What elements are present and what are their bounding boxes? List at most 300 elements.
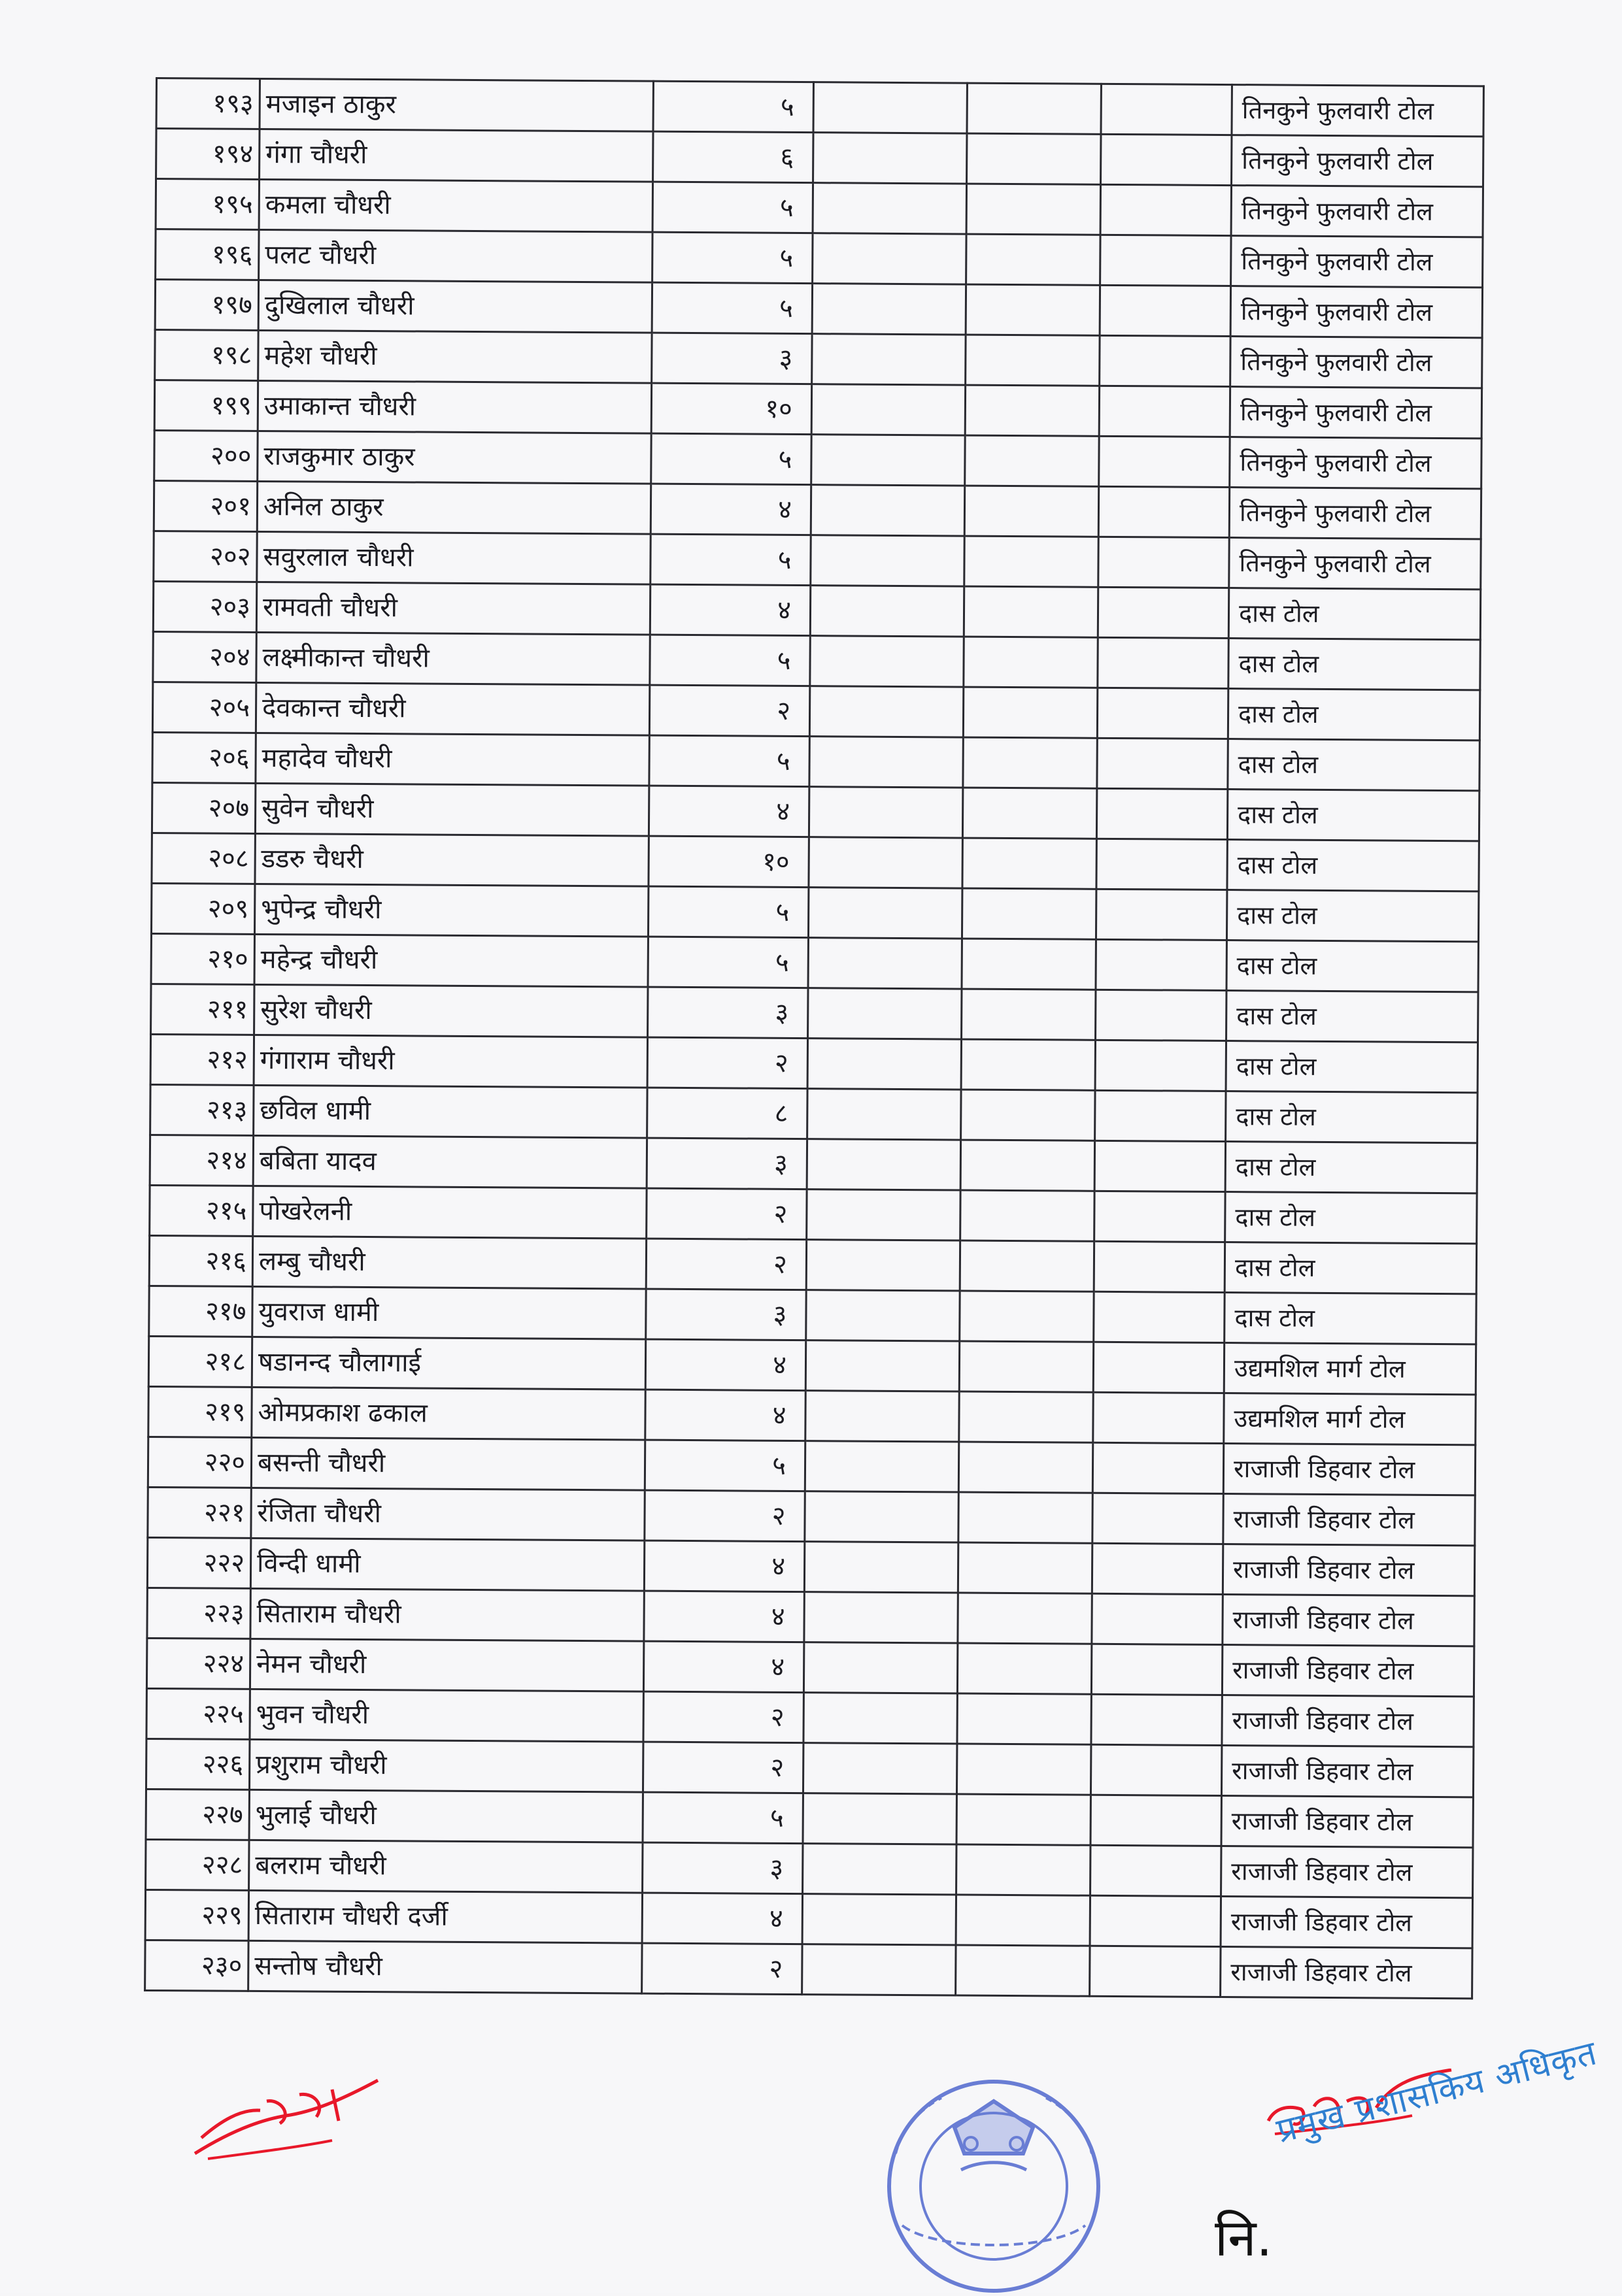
blank-cell-1 xyxy=(807,1089,961,1140)
table-row xyxy=(146,1839,1473,1897)
name-cell: पोखरेलनी xyxy=(253,1186,647,1239)
serial-number-cell: १९८ xyxy=(155,330,258,381)
blank-cell-3 xyxy=(1100,184,1231,235)
serial-number-cell: २२१ xyxy=(148,1487,251,1538)
officer-title-stamp: प्रमुख प्रशासकिय अधिकृत xyxy=(1272,2033,1601,2151)
name-cell: प्रशुराम चौधरी xyxy=(249,1739,643,1792)
members-count-cell: ४ xyxy=(644,1540,804,1591)
beneficiary-register xyxy=(144,77,1483,1988)
tole-cell: राजाजी डिहवार टोल xyxy=(1222,1695,1474,1747)
blank-cell-2 xyxy=(958,1492,1092,1543)
blank-cell-2 xyxy=(965,435,1099,486)
members-count-cell: २ xyxy=(647,1188,807,1239)
blank-cell-2 xyxy=(957,1693,1091,1744)
name-cell: नेमन चौधरी xyxy=(250,1639,643,1691)
blank-cell-3 xyxy=(1090,1744,1221,1795)
blank-cell-3 xyxy=(1090,1895,1221,1946)
blank-cell-2 xyxy=(961,1039,1095,1090)
blank-cell-1 xyxy=(810,636,964,687)
name-cell: महेन्द्र चौधरी xyxy=(254,934,648,987)
blank-cell-3 xyxy=(1098,486,1229,537)
blank-cell-3 xyxy=(1092,1543,1223,1594)
tole-cell: दास टोल xyxy=(1225,1192,1477,1244)
members-count-cell: २ xyxy=(645,1490,805,1541)
serial-number-cell: २२२ xyxy=(147,1537,250,1588)
name-cell: सिताराम चौधरी दर्जी xyxy=(248,1890,642,1943)
members-count-cell: २ xyxy=(647,1037,807,1088)
name-cell: अनिल ठाकुर xyxy=(257,481,650,534)
blank-cell-2 xyxy=(962,838,1096,889)
table-row xyxy=(155,330,1482,388)
serial-number-cell: २०९ xyxy=(151,883,254,934)
name-cell: सुरेश चौधरी xyxy=(254,984,648,1037)
blank-cell-3 xyxy=(1099,386,1230,437)
blank-cell-2 xyxy=(962,888,1096,939)
blank-cell-2 xyxy=(960,1240,1094,1291)
blank-cell-2 xyxy=(965,385,1099,436)
serial-number-cell: २१६ xyxy=(149,1235,252,1286)
blank-cell-2 xyxy=(958,1542,1092,1593)
blank-cell-3 xyxy=(1096,889,1226,940)
name-cell: ओमप्रकाश ढकाल xyxy=(252,1387,645,1440)
blank-cell-2 xyxy=(960,1291,1094,1342)
members-count-cell: ५ xyxy=(643,1792,803,1843)
tole-cell: राजाजी डिहवार टोल xyxy=(1222,1645,1474,1697)
members-count-cell: ३ xyxy=(646,1289,806,1340)
blank-cell-2 xyxy=(957,1643,1091,1694)
serial-number-cell: २२८ xyxy=(146,1839,249,1890)
serial-number-cell: २१३ xyxy=(150,1084,254,1135)
table-row xyxy=(150,1185,1477,1243)
members-count-cell: ४ xyxy=(650,584,810,635)
members-count-cell: ५ xyxy=(652,182,813,233)
blank-cell-1 xyxy=(803,1642,957,1693)
tole-cell: तिनकुने फुलवारी टोल xyxy=(1229,538,1481,590)
members-count-cell: ३ xyxy=(647,1138,807,1189)
serial-number-cell: २०० xyxy=(154,430,258,481)
blank-cell-2 xyxy=(964,637,1098,688)
blank-cell-1 xyxy=(807,1039,961,1090)
serial-number-cell: १९९ xyxy=(154,380,258,431)
blank-cell-1 xyxy=(811,384,965,435)
blank-cell-3 xyxy=(1090,1946,1221,1997)
tole-cell: दास टोल xyxy=(1228,588,1480,640)
members-count-cell: ५ xyxy=(652,232,813,283)
blank-cell-3 xyxy=(1091,1694,1222,1745)
blank-cell-2 xyxy=(962,788,1096,839)
table-row xyxy=(152,682,1479,740)
table-row xyxy=(154,430,1481,488)
blank-cell-3 xyxy=(1096,839,1227,890)
tole-cell: राजाजी डिहवार टोल xyxy=(1223,1595,1474,1646)
members-count-cell: ५ xyxy=(645,1440,805,1491)
serial-number-cell: २३० xyxy=(145,1940,248,1991)
name-cell: छविल धामी xyxy=(254,1085,647,1138)
table-row xyxy=(152,732,1479,790)
blank-cell-2 xyxy=(956,1844,1090,1895)
table-row xyxy=(146,1739,1473,1797)
table-row xyxy=(146,1789,1473,1847)
blank-cell-2 xyxy=(959,1341,1093,1392)
blank-cell-3 xyxy=(1090,1795,1221,1846)
name-cell: बसन्ती चौधरी xyxy=(251,1437,645,1490)
serial-number-cell: २२४ xyxy=(146,1638,250,1689)
tole-cell: राजाजी डिहवार टोल xyxy=(1221,1897,1472,1948)
tole-cell: दास टोल xyxy=(1227,840,1479,891)
table-row xyxy=(153,631,1480,690)
blank-cell-1 xyxy=(806,1240,960,1291)
blank-cell-3 xyxy=(1092,1593,1223,1644)
members-count-cell: २ xyxy=(646,1239,806,1289)
blank-cell-1 xyxy=(808,988,962,1039)
name-cell: गंगाराम चौधरी xyxy=(254,1035,647,1088)
blank-cell-2 xyxy=(963,687,1097,738)
tole-cell: उद्यमशिल मार्ग टोल xyxy=(1224,1393,1476,1445)
table-row xyxy=(155,280,1482,338)
members-count-cell: ५ xyxy=(650,534,811,585)
serial-number-cell: २१२ xyxy=(150,1034,254,1085)
blank-cell-3 xyxy=(1098,587,1228,638)
blank-cell-1 xyxy=(805,1491,958,1542)
members-count-cell: ८ xyxy=(647,1088,807,1139)
blank-cell-1 xyxy=(803,1693,957,1744)
tole-cell: तिनकुने फुलवारी टोल xyxy=(1231,186,1483,237)
seal-emblem-icon xyxy=(856,2055,1131,2293)
name-cell: षडानन्द चौलागाई xyxy=(252,1337,645,1389)
members-count-cell: ४ xyxy=(650,484,811,535)
tole-cell: राजाजी डिहवार टोल xyxy=(1223,1444,1475,1495)
name-cell: महेश चौधरी xyxy=(258,330,652,383)
blank-cell-3 xyxy=(1098,637,1228,688)
blank-cell-2 xyxy=(966,184,1100,235)
blank-cell-3 xyxy=(1094,1191,1225,1242)
name-cell: दुखिलाल चौधरी xyxy=(258,280,652,333)
name-cell: महादेव चौधरी xyxy=(256,733,649,786)
tole-cell: दास टोल xyxy=(1228,739,1479,791)
tole-cell: राजाजी डिहवार टोल xyxy=(1221,1746,1473,1797)
name-cell: राजकुमार ठाकुर xyxy=(258,431,651,484)
serial-number-cell: २२९ xyxy=(145,1889,248,1940)
name-cell: सिताराम चौधरी xyxy=(250,1588,644,1641)
serial-number-cell: २१९ xyxy=(148,1386,252,1437)
tole-cell: दास टोल xyxy=(1225,1142,1477,1193)
table-row xyxy=(148,1336,1476,1394)
blank-cell-3 xyxy=(1100,235,1231,286)
name-cell: रामवती चौधरी xyxy=(256,582,650,635)
members-count-cell: १० xyxy=(649,836,809,887)
blank-cell-3 xyxy=(1092,1493,1223,1544)
serial-number-cell: २२३ xyxy=(147,1588,250,1639)
serial-number-cell: २२० xyxy=(148,1437,251,1488)
table-row xyxy=(152,833,1479,891)
blank-cell-2 xyxy=(956,1744,1090,1795)
serial-number-cell: २०१ xyxy=(154,480,257,531)
tole-cell: दास टोल xyxy=(1226,890,1478,942)
serial-number-cell: २०८ xyxy=(152,833,255,884)
name-cell: लम्बु चौधरी xyxy=(252,1236,646,1289)
table-row xyxy=(156,129,1483,187)
serial-number-cell: २०४ xyxy=(153,631,256,682)
blank-cell-1 xyxy=(803,1844,956,1895)
tole-cell: दास टोल xyxy=(1228,689,1479,740)
blank-cell-2 xyxy=(966,284,1100,335)
blank-cell-2 xyxy=(958,1593,1092,1644)
table-row xyxy=(151,883,1478,941)
name-cell: गंगा चौधरी xyxy=(260,129,653,182)
serial-number-cell: २०७ xyxy=(152,782,255,833)
blank-cell-1 xyxy=(811,535,964,586)
blank-cell-3 xyxy=(1094,1291,1225,1342)
blank-cell-3 xyxy=(1096,939,1226,990)
table-row xyxy=(154,531,1481,589)
tole-cell: राजाजी डिहवार टोल xyxy=(1221,1947,1472,1999)
tole-cell: दास टोल xyxy=(1226,1091,1478,1143)
table-row xyxy=(152,782,1479,840)
blank-cell-1 xyxy=(805,1391,959,1442)
blank-cell-2 xyxy=(964,536,1098,587)
serial-number-cell: २२६ xyxy=(146,1739,249,1789)
blank-cell-3 xyxy=(1100,335,1230,386)
blank-cell-3 xyxy=(1094,1241,1225,1292)
members-count-cell: ३ xyxy=(643,1842,803,1893)
table-row xyxy=(147,1537,1474,1595)
blank-cell-3 xyxy=(1091,1644,1222,1695)
blank-cell-2 xyxy=(960,1190,1094,1241)
blank-cell-1 xyxy=(807,1139,960,1190)
members-count-cell: ४ xyxy=(642,1893,802,1944)
blank-cell-1 xyxy=(813,82,967,133)
blank-cell-2 xyxy=(964,486,1098,537)
serial-number-cell: २०२ xyxy=(154,531,257,582)
blank-cell-2 xyxy=(966,234,1100,285)
name-cell: भुलाई चौधरी xyxy=(249,1789,643,1842)
blank-cell-3 xyxy=(1098,537,1229,588)
blank-cell-3 xyxy=(1097,688,1228,739)
blank-cell-2 xyxy=(964,586,1098,637)
members-count-cell: ५ xyxy=(649,735,809,786)
serial-number-cell: २१४ xyxy=(150,1135,253,1186)
blank-cell-1 xyxy=(808,938,962,989)
table-row xyxy=(148,1437,1475,1495)
blank-cell-1 xyxy=(809,837,962,888)
table-row xyxy=(156,229,1483,288)
table-row xyxy=(156,179,1483,237)
tole-cell: तिनकुने फुलवारी टोल xyxy=(1230,387,1481,439)
table-row xyxy=(151,933,1478,991)
blank-cell-1 xyxy=(811,485,964,536)
members-count-cell: ३ xyxy=(652,333,812,384)
blank-cell-2 xyxy=(956,1794,1090,1845)
members-count-cell: १० xyxy=(651,383,811,434)
members-count-cell: ४ xyxy=(645,1339,805,1390)
beneficiary-table xyxy=(144,77,1485,1999)
blank-cell-1 xyxy=(809,737,963,788)
members-count-cell: ४ xyxy=(644,1591,804,1642)
serial-number-cell: १९५ xyxy=(156,179,259,230)
blank-cell-3 xyxy=(1093,1392,1224,1443)
tole-cell: दास टोल xyxy=(1226,940,1478,992)
name-cell: सन्तोष चौधरी xyxy=(248,1940,642,1993)
blank-cell-1 xyxy=(808,888,962,939)
blank-cell-2 xyxy=(956,1945,1090,1996)
blank-cell-1 xyxy=(802,1894,956,1945)
name-cell: सवुरलाल चौधरी xyxy=(257,531,650,584)
table-row xyxy=(145,1940,1472,1998)
blank-cell-3 xyxy=(1096,788,1227,839)
table-row xyxy=(147,1588,1474,1646)
blank-cell-2 xyxy=(959,1391,1093,1442)
blank-cell-1 xyxy=(813,133,967,184)
tole-cell: दास टोल xyxy=(1225,1242,1476,1294)
table-row xyxy=(154,480,1481,539)
blank-cell-1 xyxy=(813,233,966,284)
tole-cell: दास टोल xyxy=(1228,639,1480,690)
name-cell: रंजिता चौधरी xyxy=(251,1488,645,1540)
table-row xyxy=(150,1084,1478,1142)
table-row xyxy=(149,1235,1476,1293)
blank-cell-1 xyxy=(810,586,964,637)
serial-number-cell: २०५ xyxy=(152,682,256,733)
blank-cell-2 xyxy=(961,1090,1095,1140)
blank-cell-1 xyxy=(805,1441,958,1492)
members-count-cell: ३ xyxy=(648,987,808,1038)
tole-cell: तिनकुने फुलवारी टोल xyxy=(1230,337,1482,388)
name-cell: बलराम चौधरी xyxy=(249,1840,643,1893)
blank-cell-3 xyxy=(1093,1342,1224,1393)
table-row xyxy=(150,1034,1478,1092)
members-count-cell: ४ xyxy=(643,1641,803,1692)
blank-cell-3 xyxy=(1096,990,1226,1040)
blank-cell-1 xyxy=(812,334,966,385)
blank-cell-3 xyxy=(1099,436,1230,487)
tole-cell: उद्यमशिल मार्ग टोल xyxy=(1224,1343,1476,1395)
blank-cell-3 xyxy=(1095,1040,1226,1091)
left-signature xyxy=(182,2075,397,2173)
members-count-cell: २ xyxy=(643,1742,803,1793)
blank-cell-1 xyxy=(803,1793,956,1844)
tole-cell: दास टोल xyxy=(1225,1293,1476,1344)
table-row xyxy=(153,581,1480,639)
blank-cell-1 xyxy=(802,1944,956,1995)
blank-cell-2 xyxy=(956,1895,1090,1946)
name-cell: युवराज धामी xyxy=(252,1286,646,1339)
blank-cell-1 xyxy=(812,284,966,335)
table-row xyxy=(149,1286,1476,1344)
blank-cell-3 xyxy=(1094,1140,1225,1191)
blank-cell-2 xyxy=(967,83,1101,134)
serial-number-cell: २०६ xyxy=(152,732,256,783)
blank-cell-3 xyxy=(1101,134,1232,185)
members-count-cell: ५ xyxy=(652,282,812,333)
serial-number-cell: १९७ xyxy=(155,280,258,331)
serial-number-cell: २१७ xyxy=(149,1286,252,1337)
blank-cell-3 xyxy=(1092,1442,1223,1493)
serial-number-cell: २११ xyxy=(151,984,254,1035)
left-signature-scribble-icon xyxy=(182,2075,397,2173)
tole-cell: दास टोल xyxy=(1226,991,1478,1042)
tole-cell: तिनकुने फुलवारी टोल xyxy=(1230,437,1481,489)
blank-cell-1 xyxy=(804,1592,958,1643)
tole-cell: दास टोल xyxy=(1227,790,1479,841)
members-count-cell: २ xyxy=(649,685,809,736)
blank-cell-3 xyxy=(1090,1845,1221,1896)
blank-cell-2 xyxy=(960,1140,1094,1191)
table-row xyxy=(148,1487,1475,1545)
table-row xyxy=(154,380,1481,439)
name-cell: पलट चौधरी xyxy=(259,229,652,282)
members-count-cell: ४ xyxy=(649,786,809,837)
tole-cell: राजाजी डिहवार टोल xyxy=(1221,1846,1473,1898)
serial-number-cell: १९६ xyxy=(156,229,259,280)
blank-cell-2 xyxy=(966,335,1100,386)
blank-cell-2 xyxy=(962,989,1096,1040)
blank-cell-3 xyxy=(1101,84,1232,135)
blank-cell-3 xyxy=(1097,738,1228,789)
blank-cell-1 xyxy=(805,1340,959,1391)
table-row xyxy=(146,1688,1474,1746)
blank-cell-1 xyxy=(807,1190,960,1240)
table-row xyxy=(148,1386,1476,1444)
tole-cell: तिनकुने फुलवारी टोल xyxy=(1230,286,1482,338)
table-row xyxy=(146,1638,1474,1696)
tole-cell: राजाजी डिहवार टोल xyxy=(1223,1544,1474,1596)
blank-cell-2 xyxy=(963,737,1097,788)
table-row xyxy=(145,1889,1472,1948)
members-count-cell: ६ xyxy=(653,131,813,182)
blank-cell-1 xyxy=(806,1290,960,1341)
serial-number-cell: २०३ xyxy=(153,581,256,632)
name-cell: भुपेन्द्र चौधरी xyxy=(254,884,648,937)
blank-cell-2 xyxy=(962,939,1096,990)
name-cell: कमला चौधरी xyxy=(259,179,652,232)
name-cell: भुवन चौधरी xyxy=(250,1689,643,1742)
office-seal xyxy=(856,2055,1131,2293)
signatory-prefix: नि. xyxy=(1215,2209,1273,2268)
name-cell: देवकान्त चौधरी xyxy=(256,682,649,735)
blank-cell-1 xyxy=(803,1743,956,1794)
table-body xyxy=(145,78,1484,1999)
members-count-cell: ४ xyxy=(645,1389,805,1440)
blank-cell-2 xyxy=(958,1442,1092,1493)
tole-cell: राजाजी डिहवार टोल xyxy=(1223,1494,1475,1546)
tole-cell: दास टोल xyxy=(1226,1041,1478,1093)
table-row xyxy=(151,984,1478,1042)
members-count-cell: ५ xyxy=(648,886,808,937)
blank-cell-1 xyxy=(813,183,966,234)
blank-cell-2 xyxy=(967,133,1101,184)
serial-number-cell: २२७ xyxy=(146,1789,249,1840)
name-cell: सुवेन चौधरी xyxy=(255,783,649,836)
tole-cell: राजाजी डिहवार टोल xyxy=(1221,1796,1473,1848)
serial-number-cell: २१० xyxy=(151,933,254,984)
name-cell: बबिता यादव xyxy=(253,1135,647,1188)
tole-cell: तिनकुने फुलवारी टोल xyxy=(1231,236,1483,288)
name-cell: मजाइन ठाकुर xyxy=(260,78,653,131)
members-count-cell: ५ xyxy=(650,635,810,686)
serial-number-cell: १९३ xyxy=(156,78,260,129)
name-cell: डडरु चैधरी xyxy=(255,833,649,886)
blank-cell-3 xyxy=(1095,1090,1226,1141)
members-count-cell: ५ xyxy=(648,937,808,988)
table-row xyxy=(156,78,1483,137)
serial-number-cell: २१८ xyxy=(148,1336,252,1387)
name-cell: लक्ष्मीकान्त चौधरी xyxy=(256,632,650,685)
table-row xyxy=(150,1135,1477,1193)
blank-cell-1 xyxy=(809,787,962,838)
serial-number-cell: १९४ xyxy=(156,129,260,180)
tole-cell: तिनकुने फुलवारी टोल xyxy=(1229,488,1481,539)
members-count-cell: ५ xyxy=(653,81,813,132)
